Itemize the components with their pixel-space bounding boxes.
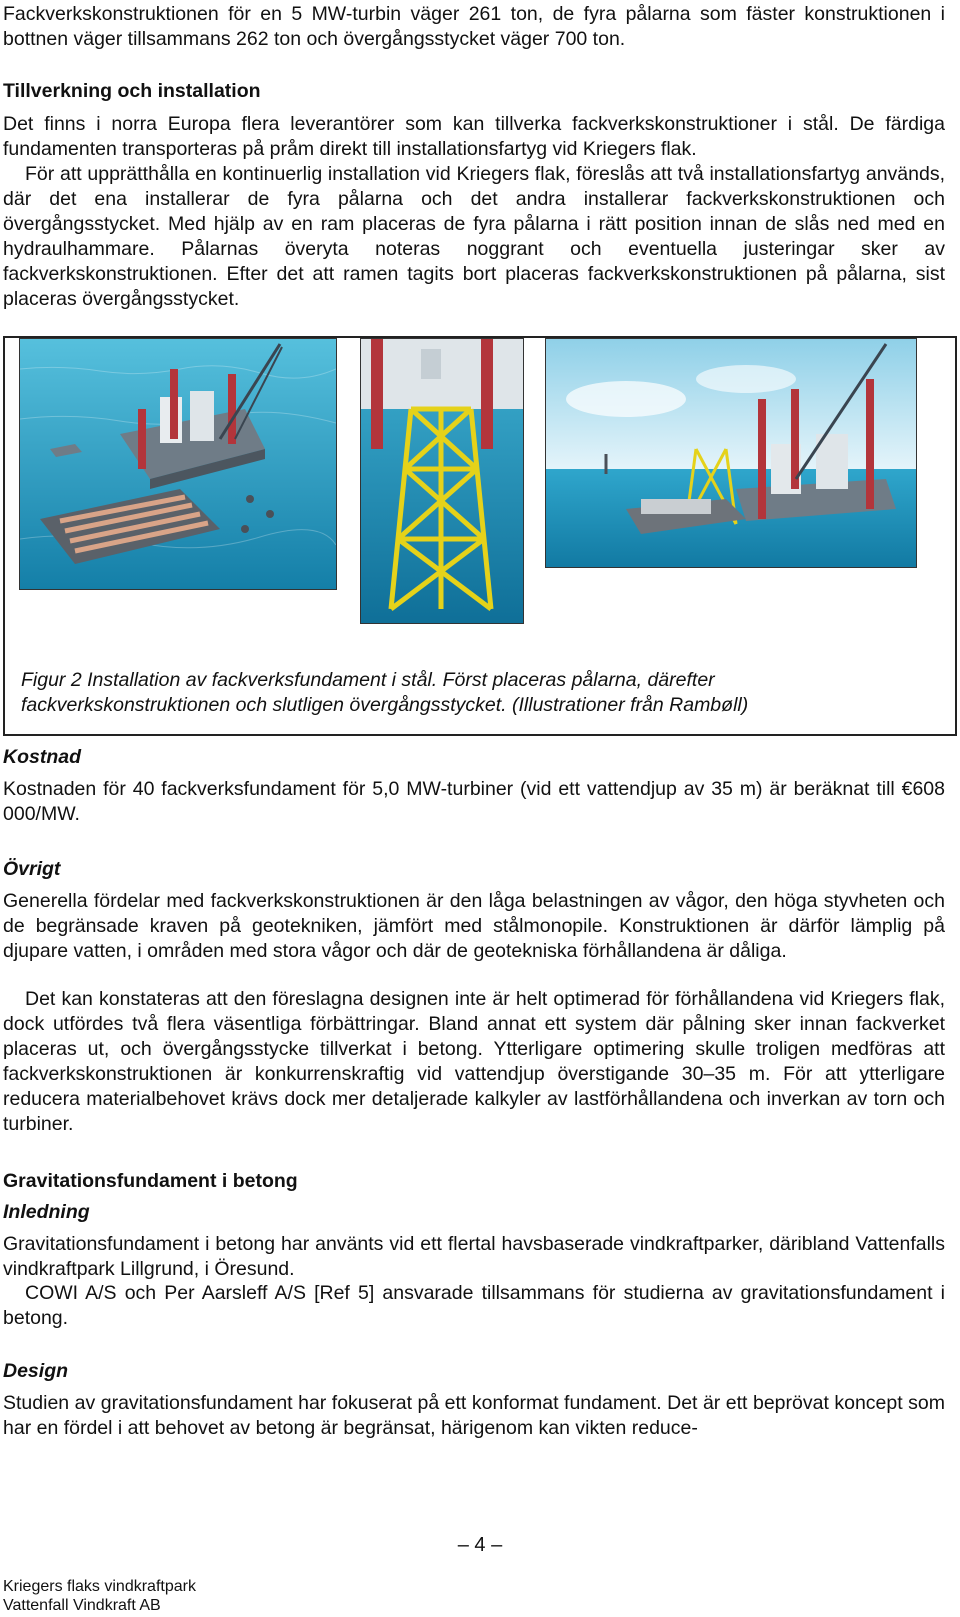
footer-company-name: Vattenfall Vindkraft AB	[3, 1597, 161, 1614]
figure-2	[3, 336, 957, 736]
other-paragraph-1: Generella fördelar med fackverkskonstruktionen är den låga belastningen av vågor, den höga styvheten och de begränsade kraven på geotekniken, jämfört med stålmonopile. Konstruktionen är därför lämplig på djupare vatten, i områden med stora vågor och där de geotekniska förhållandena är dåliga.	[3, 890, 945, 962]
illustration-transition-piece	[545, 338, 917, 568]
heading-other: Övrigt	[3, 858, 61, 880]
gravity-paragraph-2: COWI A/S och Per Aarsleff A/S [Ref 5] ansvarade tillsammans för studierna av gravitationsfundament i betong.	[3, 1282, 945, 1329]
illustration-jacket-placement	[360, 338, 524, 624]
heading-gravity-foundation: Gravitationsfundament i betong	[3, 1170, 298, 1192]
figure-caption: Figur 2 Installation av fackverksfundament i stål. Först placeras pålarna, därefter fackverkskonstruktionen och slutligen övergångsstycket. (Illustrationer från Rambøll)	[21, 669, 749, 716]
cost-paragraph: Kostnaden för 40 fackverksfundament för 5,0 MW-turbiner (vid ett vattendjup av 35 m) är beräknat till €608 000/MW.	[3, 778, 945, 825]
other-paragraph-2: Det kan konstateras att den föreslagna designen inte är helt optimerad för förhållandena vid Kriegers flak, dock utfördes två flera väsentliga förbättringar. Bland annat ett system där pålning sker innan fackverket placeras ut, och övergångsstycke tillverkat i betong. Ytterligare optimering skulle troligen medföras att fackverkskonstruktionen är konkurrenskraftig vid vattendjup överstigande 30–35 m. För att ytterligare reducera materialbehovet krävs dock mer detaljerade kalkyler av lastförhållandena och inverkan av torn och turbiner.	[3, 988, 945, 1135]
heading-introduction: Inledning	[3, 1201, 90, 1223]
heading-manufacturing: Tillverkning och installation	[3, 80, 261, 102]
footer-project-name: Kriegers flaks vindkraftpark	[3, 1578, 196, 1595]
page-footer	[3, 1577, 196, 1615]
manufacturing-paragraph-2: För att upprätthålla en kontinuerlig installation vid Kriegers flak, föreslås att två installationsfartyg används, där det ena installerar de fyra pålarna och det andra installerar fackverkskonstruktionen och övergångsstycket. Med hjälp av en ram placeras de fyra pålarna i rätt position innan de slås ned med en hydraulhammare. Pålarnas överyta noteras noggrant och eventuella justeringar sker av fackverkskonstruktionen. Efter det att ramen tagits bort placeras fackverkskonstruktionen på pålarna, sist placeras övergångsstycket.	[3, 163, 945, 310]
heading-design: Design	[3, 1360, 69, 1382]
manufacturing-paragraph-1: Det finns i norra Europa flera leverantörer som kan tillverka fackverkskonstruktioner i stål. De färdiga fundamenten transporteras på pråm direkt till installationsfartyg vid Kriegers flak.	[3, 113, 945, 160]
design-paragraph: Studien av gravitationsfundament har fokuserat på ett konformat fundament. Det är ett beprövat koncept som har en fördel i att behovet av betong är begränsat, härigenom kan vikten reduce-	[3, 1392, 945, 1439]
gravity-paragraph-1: Gravitationsfundament i betong har använts vid ett flertal havsbaserade vindkraftparker, däribland Vattenfalls vindkraftpark Lillgrund, i Öresund.	[3, 1233, 945, 1280]
illustration-pile-installation	[19, 338, 337, 590]
intro-paragraph: Fackverkskonstruktionen för en 5 MW-turbin väger 261 ton, de fyra pålarna som fäster konstruktionen i bottnen väger tillsammans 262 ton och övergångsstycket väger 700 ton.	[3, 3, 945, 50]
heading-cost: Kostnad	[3, 746, 81, 768]
page-number: – 4 –	[457, 1534, 503, 1556]
